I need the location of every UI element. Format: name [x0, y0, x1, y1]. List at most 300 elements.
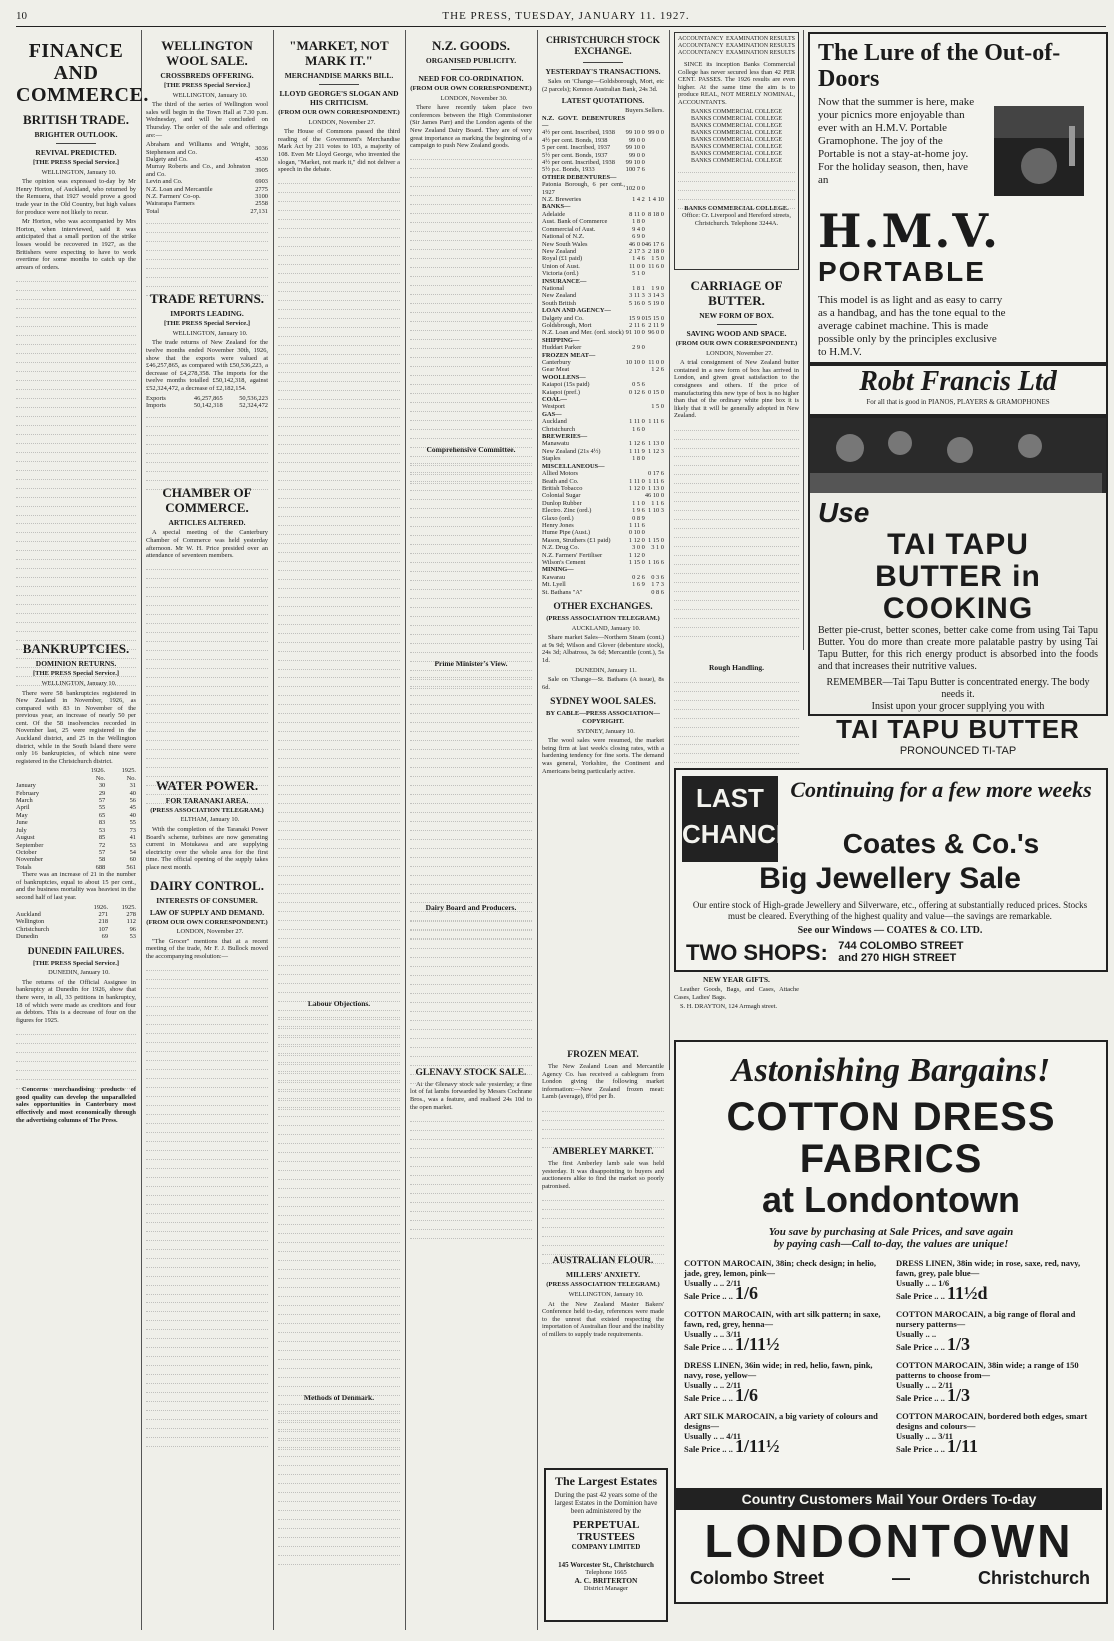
college-list: BANKS COMMERCIAL COLLEGE BANKS COMMERCIAL COLLEGE BANKS COMMERCIAL COLLEGE BANKS COMMERCIAL COLLEGE BANKS COMMERCIAL COLLEGE BANKS COMMERCIAL COLLEGE BANKS COMMERCIAL COLLEGE BANKS COMMERCIAL COLLEGE	[690, 108, 783, 164]
item-description: ART SILK MAROCAIN, a big variety of colours and designs—	[684, 1411, 878, 1431]
interests-subhead: INTERESTS OF CONSUMER.	[156, 895, 258, 905]
dateline: LONDON, November 30.	[440, 94, 508, 102]
sale-item	[896, 1411, 1098, 1454]
ad-text: Now that the summer is here, make your picnics more enjoyable than ever with an H.M.V. Portable Gramophone. The joy of the Portable is not a stay-at-home joy. For the holiday season, then, have an	[818, 96, 975, 186]
sale-item	[896, 1258, 1098, 1301]
article-paragraph: Share market Sales—Northern Steam (cont.) at 9s 9d; Wilson and Glover (debenture stock), 24s 3d; Albatross, 3s 6d; Mercantile (cont.), 5s 1d.	[542, 634, 664, 664]
table-row: 4½ per cent. Inscribed, 1938 99 10 0 99 0 0	[542, 129, 664, 137]
article-paragraph: "The Grocer" mentions that at a recent meeting of the trade, Mr F. J. Bullock moved the accompanying resolution:—	[146, 937, 268, 960]
table-section-row: BANKS—	[542, 203, 571, 211]
table-row: July 53 73	[16, 826, 136, 834]
table-row: Westport 1 5 0	[542, 403, 664, 411]
comprehensive-subhead: Comprehensive Committee.	[426, 444, 516, 454]
table-row: Colonial Sugar 46 10 0	[542, 492, 665, 500]
ad-text: During the past 42 years some of the largest Estates in the Dominion have been administered by the	[554, 1491, 658, 1515]
table-row: 5½ per cent. Bonds, 1937 99 0 0	[542, 151, 645, 159]
table-section-row: OTHER DEBENTURES—	[542, 173, 617, 181]
article-paragraph: The returns of the Official Assignee in bankruptcy at Dunedin for 1926, show that there were, in all, 33 petitions in bankruptcy, 18 of which were made as creditors and four as debtors. This is a decrease of four on the figures for 1925.	[16, 978, 136, 1024]
ad-manager-title: District Manager	[583, 1585, 629, 1592]
table-row: Gear Meat 1 2 6	[542, 366, 664, 374]
table-total-row: Totals 688 561	[16, 863, 136, 871]
brand-name-2: TAI TAPU BUTTER	[836, 714, 1080, 744]
dairy-control-heading: DAIRY CONTROL.	[150, 877, 264, 893]
header-rule	[16, 26, 1106, 27]
dateline: LONDON, November 27.	[308, 118, 376, 126]
buyers-col-header: Buyers.	[625, 107, 645, 115]
press-association-line: (PRESS ASSOCIATION TELEGRAM.)	[546, 615, 660, 622]
page-number: 10	[16, 10, 27, 22]
sale-item	[684, 1258, 886, 1301]
article-paragraph: There were 58 bankruptcies registered in New Zealand in November, 1926, as compared with 83 in November of the previous year, an increase of nearly 50 per cent. Of the 58 insolvencies recorded in November last, 25 were registered in the Auckland district, and 25 in the Wellington district, while in the South Island there were only 16 bankruptcies, of which nine were registered in the Christchurch district.	[16, 689, 136, 765]
table-row: Commercial of Aust. 9 4 0	[542, 225, 645, 233]
new-year-gifts-ad	[674, 972, 799, 1032]
ad-heading: Astonishing Bargains!	[731, 1052, 1051, 1089]
article-body-continued	[542, 1192, 664, 1252]
correspondent-line: (FROM OUR OWN CORRESPONDENT.)	[146, 918, 268, 926]
item-usual-price: Usually .. .. 4/11	[684, 1431, 741, 1441]
column-nzgoods	[410, 32, 532, 1632]
column-market	[278, 32, 400, 1632]
robt-francis-ad	[808, 364, 1108, 416]
gramophone-illustration	[984, 96, 1094, 206]
item-sale-price: Sale Price .. .. 11½d	[896, 1283, 988, 1303]
table-row: New Zealand 3 11 3 3 14 3	[542, 292, 664, 300]
brand-logo: Robt Francis Ltd	[859, 366, 1057, 397]
in-cooking-line: BUTTER in COOKING	[875, 560, 1041, 625]
correspondent-line: (FROM OUR OWN CORRESPONDENT.)	[278, 109, 400, 116]
special-service-line: [THE PRESS Special Service.]	[32, 670, 120, 678]
sellers-col-header: Sellers.	[645, 107, 664, 115]
article-paragraph: The New Zealand Loan and Mercantile Agency Co. has received a cablegram from London giving the following market information:—New Zealand frozen meat: Lamb (average), 8½d per lb.	[542, 1063, 664, 1101]
item-usual-price: Usually .. ..	[896, 1329, 937, 1339]
company-name: Coates & Co.'s	[842, 828, 1040, 859]
table-section-row: SHIPPING—	[542, 336, 580, 344]
table-row: N.Z. Farmers' Fertiliser 1 12 0	[542, 551, 645, 559]
table-row: April 55 45	[16, 804, 136, 812]
ad-heading: NEW YEAR GIFTS.	[703, 975, 770, 984]
table-row: National of N.Z. 6 9 0	[542, 233, 645, 241]
revival-subhead: REVIVAL PREDICTED.	[35, 148, 117, 157]
table-row: February 29 40	[16, 789, 136, 797]
article-paragraph: There was an increase of 21 in the number of bankruptcies, equal to about 15 per cent., and the business mortality was heaviest in the second half of last year.	[16, 871, 136, 901]
item-description: COTTON MAROCAIN, with art silk pattern; in saxe, fawn, red, grey, henna—	[684, 1309, 881, 1329]
table-section-row: INSURANCE—	[542, 277, 587, 285]
column-divider	[405, 30, 406, 1630]
item-description: COTTON MAROCAIN, bordered both edges, smart designs and colours—	[896, 1411, 1088, 1431]
item-usual-price: Usually .. .. 1/6	[896, 1278, 950, 1288]
dateline: WELLINGTON, January 10.	[172, 329, 248, 337]
pm-view-subhead: Prime Minister's View.	[434, 658, 508, 668]
table-row: May 65 40	[16, 811, 136, 819]
water-power-heading: WATER POWER.	[155, 777, 259, 793]
table-row: N.Z. Drug Co. 3 0 0 3 1 0	[542, 544, 664, 552]
special-service-line: [THE PRESS Special Service.]	[163, 82, 251, 89]
merchandise-subhead: MERCHANDISE MARKS BILL.	[284, 71, 394, 80]
item-sale-price: Sale Price .. .. 1/3	[896, 1334, 970, 1354]
table-row: 5½ p.c. Bonds, 1933 100 7 6	[542, 166, 645, 174]
table-row: New South Wales 46 0 0 46 17 6	[542, 240, 665, 248]
item-usual-price: Usually .. .. 3/11	[896, 1431, 953, 1441]
article-body-continued	[146, 562, 268, 772]
tai-tapu-ad	[808, 416, 1108, 757]
law-subhead: LAW OF SUPPLY AND DEMAND.	[149, 907, 265, 917]
table-row: Glaxo (ord.) 0 8 9	[542, 514, 645, 522]
table-section-row: N.Z. GOVT. DEBENTURES—	[542, 114, 626, 129]
table-row: Victoria (ord.) 5 1 0	[542, 270, 645, 278]
table-row: Murray Roberts and Co., and Johnston and Co. 3905	[146, 163, 268, 178]
table-row: Imports 50,142,318 52,324,472	[146, 401, 268, 409]
item-description: COTTON MAROCAIN, 38in wide; a range of 150 patterns to choose from—	[896, 1360, 1079, 1380]
article-paragraph: Sale on 'Change—St. Bathans (A issue), 8s 6d.	[542, 676, 664, 691]
frozen-meat-heading: FROZEN MEAT.	[567, 1050, 639, 1060]
column-stock-lower	[542, 1046, 664, 1466]
methods-denmark-subhead: Methods of Denmark.	[303, 1392, 375, 1402]
market-heading: "MARKET, NOT MARK IT."	[289, 38, 389, 68]
items-right	[896, 1258, 1098, 1462]
table-row: Hume Pipe (Aust.) 0 10 0	[542, 529, 645, 537]
item-sale-price: Sale Price .. .. 1/3	[896, 1385, 970, 1405]
remember-text: REMEMBER—Tai Tapu Butter is concentrated energy. The body needs it.	[826, 677, 1090, 700]
table-row: January 30 31	[16, 782, 136, 790]
table-row: Manawatu 1 12 6 1 13 0	[542, 440, 664, 448]
table-row: Canterbury 10 10 0 11 0 0	[542, 359, 664, 366]
article-body-continued	[278, 176, 400, 996]
coates-jewellery-ad	[674, 768, 1108, 972]
special-service-line: [THE PRESS Special Service.]	[163, 320, 251, 328]
wool-sale-heading: WELLINGTON WOOL SALE.	[161, 38, 253, 68]
ad-address: 145 Worcester St., Christchurch	[558, 1561, 654, 1569]
table-row: New Zealand 2 17 3 2 18 0	[542, 247, 664, 255]
ad-name: S. H. DRAYTON, 124 Armagh street.	[680, 1003, 778, 1011]
article-body-continued	[16, 1026, 136, 1086]
table-row: Wairarapa Farmers 2558	[146, 200, 268, 208]
article-paragraph: The House of Commons passed the third reading of the Government's Merchandise Mark Act by 211 votes to 103, a majority of 108. Even Mr Lloyd George, who invented the slogan, "Market, not mark it," did not deliver a speech in the debate.	[278, 128, 400, 174]
table-row: Wilson's Cement 1 15 0 1 16 6	[542, 558, 664, 566]
finance-title: FINANCE AND COMMERCE.	[16, 40, 149, 106]
article-body-continued	[146, 962, 268, 1382]
table-row: 5 per cent. Inscribed, 1937 99 10 0	[542, 144, 645, 152]
pronunciation: PRONOUNCED TI-TAP	[899, 745, 1017, 757]
australian-flour-heading: AUSTRALIAN FLOUR.	[552, 1256, 654, 1267]
shop-addresses: TWO SHOPS: 744 COLOMBO STREET and 270 HIGH STREET	[686, 940, 964, 965]
table-section-row: WOOLLENS—	[542, 373, 586, 381]
table-row: Mason, Struthers (£1 paid) 1 12 0 1 15 0	[542, 536, 664, 544]
item-usual-price: Usually .. .. 2/11	[896, 1380, 953, 1390]
british-trade-heading: BRITISH TRADE.	[23, 112, 129, 127]
organised-publicity-subhead: ORGANISED PUBLICITY.	[425, 56, 517, 65]
transactions-subhead: YESTERDAY'S TRANSACTIONS.	[545, 67, 661, 76]
article-paragraph: The trade returns of New Zealand for the twelve months ended November 30th, 1926, show that the exports were valued at £46,257,865, as compared with £50,536,223, a decrease of £4,278,358. The imports for the twelve months totalled £50,142,318, against £52,324,472, a decrease of £2,182,154.	[146, 339, 268, 392]
table-row: 4½ per cent. Inscribed, 1938 99 10 0	[542, 159, 645, 167]
article-paragraph: There have recently taken place two conferences between the High Commissioner (Sir James Parr) and the London agents of the New Zealand Dairy Board. They are of very great importance as marking the beginning of a campaign to push New Zealand goods.	[410, 104, 532, 150]
column-divider	[537, 30, 538, 1630]
table-row: New Zealand (21s 4½) 1 11 9 1 12 3	[542, 447, 664, 455]
item-sale-price: Sale Price .. .. 1/11½	[684, 1436, 780, 1456]
table-header-row: No. No.	[95, 774, 136, 782]
table-row: October 57 54	[16, 848, 136, 856]
dominion-returns-subhead: DOMINION RETURNS.	[35, 659, 117, 669]
hmv-portable-ad	[808, 32, 1108, 364]
table-row: Christchurch 107 96	[16, 925, 136, 933]
column-finance	[16, 32, 149, 1632]
table-row: Dunedin 69 53	[16, 933, 136, 941]
table-row: Dalgety and Co. 4530	[146, 155, 268, 163]
cable-line: BY CABLE—PRESS ASSOCIATION—COPYRIGHT.	[546, 710, 660, 725]
rough-handling-subhead: Rough Handling.	[708, 663, 765, 672]
ad-heading: Continuing for a few more weeks	[790, 777, 1092, 802]
article-body-continued	[542, 1103, 664, 1143]
article-body-continued	[410, 914, 532, 1064]
article-paragraph: At the New Zealand Master Bakers' Conference held to-day, references were made to the unrest that existed respecting the importation of Australian flour and the inability of millers to supply trade requirements.	[542, 1300, 664, 1338]
column-divider	[273, 30, 274, 1630]
bankruptcies-heading: BANKRUPTCIES.	[22, 641, 130, 657]
table-row: Levin and Co. 6903	[146, 178, 268, 186]
quotations-table	[542, 107, 664, 596]
item-description: COTTON MAROCAIN, 38in; check design; in helio, jade, grey, lemon, pink—	[684, 1258, 877, 1278]
article-paragraph: The first Amberley lamb sale was held yesterday. It was disappointing to buyers and auctioneers alike to find the market so poorly patronised.	[542, 1159, 664, 1190]
items-left	[684, 1258, 886, 1462]
glenavy-heading: GLENAVY STOCK SALE.	[415, 1067, 527, 1078]
table-header-row: 1926. 1925.	[93, 903, 136, 911]
dateline: DUNEDIN, January 10.	[48, 969, 110, 977]
column-divider	[803, 30, 804, 650]
item-usual-price: Usually .. .. 2/11	[684, 1278, 741, 1288]
table-row: Staples 1 8 0	[542, 455, 645, 463]
table-row: N.Z. Loan and Mer. (ord. stock) 91 10 0 96 0 0	[542, 329, 664, 337]
dateline: LONDON, November 27.	[706, 349, 773, 357]
article-body-continued	[410, 456, 532, 656]
ad-text: Our entire stock of High-grade Jewellery and Silverware, etc., offering at substantially reduced prices. Stocks must be cleared. Everything of the highest quality and value—the savings are remarkable.	[692, 900, 1088, 921]
ad-company-sub: COMPANY LIMITED	[571, 1543, 641, 1551]
item-usual-price: Usually .. .. 2/11	[684, 1380, 741, 1390]
table-row: Auckland 271 278	[16, 910, 136, 918]
dateline: WELLINGTON, January 10.	[41, 679, 117, 687]
table-row: August 85 41	[16, 834, 136, 842]
table-row: Kawarau 0 2 6 0 3 6	[542, 573, 664, 581]
table-row: National 1 8 1 1 9 0	[542, 284, 664, 292]
accountancy-ad: ACCOUNTANCY ACCOUNTANCY ACCOUNTANCY EXAMINATION RESULTS EXAMINATION RESULTS EXAMINATION RESULTS SINCE its inception Banks Commercial College has never secured less than 42 PER CENT. PASSES. The 1926 results are even higher. At the same time the aim is to produce REAL, NOT MERELY NOMINAL, ACCOUNTANTS. BANKS COMMERCIAL COLLEGE BANKS COMMERCIAL COLLEGE BANKS COMMERCIAL COLLEGE BANKS COMMERCIAL COLLEGE BANKS COMMERCIAL COLLEGE BANKS COMMERCIAL COLLEGE BANKS COMMERCIAL COLLEGE BANKS COMMERCIAL COLLEGE BANKS COMMERCIAL COLLEGE. Office: Cr. Liverpool and Hereford streets, Christchurch. Telephone 3244A.	[674, 32, 799, 270]
articles-altered-subhead: ARTICLES ALTERED.	[168, 518, 246, 528]
table-section-row: MINING—	[542, 566, 574, 574]
crossbreds-subhead: CROSSBREDS OFFERING.	[160, 71, 254, 80]
table-row: Aust. Bank of Commerce 1 8 0	[542, 218, 645, 226]
sale-title: Big Jewellery Sale	[759, 862, 1021, 895]
table-row: Henry Jones 1 11 6	[542, 521, 645, 529]
dateline: WELLINGTON, January 10.	[172, 91, 248, 99]
sale-item	[684, 1360, 886, 1403]
amberley-heading: AMBERLEY MARKET.	[552, 1146, 654, 1157]
brighter-outlook-subhead: BRIGHTER OUTLOOK.	[34, 130, 118, 139]
ad-manager: A. C. BRITERTON	[574, 1576, 638, 1585]
special-service-line: [THE PRESS Special Service.]	[32, 959, 120, 967]
ad-text: SINCE its inception Banks Commercial College has never secured less than 42 PER CENT. PASSES. The 1926 results are even higher. At the same time the aim is to produce REAL, NOT MERELY NOMINAL, ACCOUNTANTS.	[678, 61, 795, 106]
latest-quotations-subhead: LATEST QUOTATIONS.	[561, 96, 645, 106]
dateline: ELTHAM, January 10.	[180, 816, 240, 824]
page-header	[16, 10, 1106, 24]
table-section-row: BREWERIES—	[542, 433, 588, 441]
article-body-continued	[674, 422, 799, 612]
article-body-continued	[146, 409, 268, 479]
portable-label: PORTABLE	[818, 256, 986, 287]
perpetual-trustees-ad	[544, 1468, 668, 1622]
table-row: 4½ per cent. Bonds, 1938 99 0 0	[542, 136, 645, 144]
article-paragraph: The opinion was expressed to-day by Mr Henry Horton, of Auckland, who returned by the Remuera, that 1927 would prove a good trade year in the Old Country, but high values for produce were not likely to recur.	[16, 178, 136, 216]
ad-text: Better pie-crust, better scones, better cake come from using Tai Tapu Butter. You do more than create more palatable pastry by using Tai Tapu Butter, for this rich energy product is absorbed into the foods and that increases their nutritive values.	[818, 625, 1098, 672]
table-row: Kaiapoi (pref.) 0 12 6 0 15 0	[542, 388, 664, 396]
coordination-subhead: NEED FOR CO-ORDINATION.	[418, 74, 524, 83]
item-sale-price: Sale Price .. .. 1/6	[684, 1385, 758, 1405]
dateline: WELLINGTON, January 10.	[568, 1290, 644, 1298]
table-row: Mt. Lyell 1 6 9 1 7 3	[542, 581, 664, 589]
article-body-continued	[278, 1404, 400, 1544]
correspondent-line: (FROM OUR OWN CORRESPONDENT.)	[675, 340, 798, 347]
millers-anxiety-subhead: MILLERS' ANXIETY.	[566, 1270, 640, 1280]
table-row: Auckland 1 11 0 1 11 6	[542, 418, 664, 426]
sale-item	[684, 1411, 886, 1454]
table-row: Union of Aust. 11 0 0 11 6 0	[542, 262, 664, 270]
table-row: N.Z. Farmers' Co-op. 3100	[146, 193, 268, 200]
article-body-continued	[278, 1010, 400, 1390]
see-windows: See our Windows — COATES & CO. LTD.	[797, 925, 983, 936]
table-row: Huddart Parker 2 9 0	[542, 344, 645, 352]
dateline: LONDON, November 27.	[176, 928, 244, 936]
sydney-wool-heading: SYDNEY WOOL SALES.	[550, 697, 656, 708]
item-sale-price: Sale Price .. .. 1/11½	[684, 1334, 780, 1354]
chamber-heading: CHAMBER OF COMMERCE.	[162, 485, 252, 516]
dateline: WELLINGTON, January 10.	[41, 168, 117, 176]
imports-leading-subhead: IMPORTS LEADING.	[170, 309, 244, 319]
article-body-continued	[410, 670, 532, 900]
press-association-line: (PRESS ASSOCIATION TELEGRAM.)	[546, 1281, 660, 1289]
table-row: St. Bathans "A" 0 8 6	[542, 588, 664, 596]
at-londontown: at Londontown	[762, 1179, 1020, 1220]
last-chance-badge: LAST CHANCE	[682, 776, 778, 862]
sale-item	[896, 1360, 1098, 1403]
ad-footer: BANKS COMMERCIAL COLLEGE.	[684, 204, 789, 212]
article-body-continued	[410, 152, 532, 442]
taranaki-subhead: FOR TARANAKI AREA.	[165, 795, 249, 805]
dairy-board-subhead: Dairy Board and Producers.	[425, 902, 517, 912]
brand-name: TAI TAPU	[887, 528, 1029, 561]
item-sale-price: Sale Price .. .. 1/11	[896, 1436, 978, 1456]
table-section-row: GAS—	[542, 410, 562, 418]
article-paragraph: With the completion of the Taranaki Power Board's scheme, turbines are now generating current in Motukawa and are supplying electricity over the whole area for the first time. The official opening of the supply takes place next month.	[146, 825, 268, 871]
press-association-line: (PRESS ASSOCIATION TELEGRAM.)	[150, 806, 264, 814]
butter-heading: CARRIAGE OF BUTTER.	[690, 278, 783, 308]
cotton-heading: COTTON DRESS FABRICS	[726, 1095, 1056, 1181]
bankruptcy-table	[16, 767, 136, 871]
item-description: DRESS LINEN, 36in wide; in red, helio, fawn, pink, navy, rose, yellow—	[684, 1360, 873, 1380]
special-service-line: [THE PRESS Special Service.]	[32, 159, 120, 166]
other-exchanges-heading: OTHER EXCHANGES.	[553, 602, 653, 612]
table-row: March 57 56	[16, 797, 136, 805]
labour-objections-subhead: Labour Objections.	[307, 998, 371, 1008]
dateline: SYDNEY, January 10.	[577, 727, 635, 735]
ad-heading: The Lure of the Out-of-Doors	[818, 40, 1061, 92]
article-paragraph: A trial consignment of New Zealand butter contained in a new form of box has arrived in London, and given great satisfaction to the consignees and others. If the price of manufacturing this new type of box is no higher than that of the ordinary white pine box it is likely that it will be generally adopted in New Zealand.	[674, 359, 799, 420]
article-paragraph: The third of the series of Wellington wool sales will begin in the Town Hall at 7.30 p.m. Wednesday, and will be concluded on Thursday. The order of the sale and offerings are:—	[146, 101, 268, 139]
wool-broker-table	[146, 141, 268, 215]
sale-item	[896, 1309, 1098, 1352]
table-row: September 72 53	[16, 841, 136, 849]
column-butter	[674, 32, 799, 652]
table-row: Christchurch 1 6 0	[542, 425, 645, 433]
masthead: THE PRESS, TUESDAY, JANUARY 11. 1927.	[442, 10, 690, 22]
table-row: Beath and Co. 1 11 0 1 11 6	[542, 477, 664, 485]
dunedin-failures-heading: DUNEDIN FAILURES.	[27, 946, 125, 957]
items-grid	[676, 1250, 1106, 1462]
sale-item	[684, 1309, 886, 1352]
table-row: Kaiapoi (15s paid) 0 5 6	[542, 381, 645, 389]
district-bankruptcy-table	[16, 904, 136, 941]
lloyd-george-subhead: LLOYD GEORGE'S SLOGAN AND HIS CRITICISM.	[279, 89, 399, 107]
table-row: Patonia Borough, 6 per cent., 1927 102 0 0	[542, 181, 645, 196]
hmv-logo-text: H.M.V.	[818, 204, 1001, 258]
article-paragraph: A special meeting of the Canterbury Chamber of Commerce was held yesterday afternoon. Mr W. H. Price presided over an attendance of seventeen members.	[146, 529, 268, 560]
item-sale-price: Sale Price .. .. 1/6	[684, 1283, 758, 1303]
brand-tagline: For all that is good in PIANOS, PLAYERS & GRAMOPHONES	[866, 398, 1050, 406]
article-paragraph: Mr Horton, who was accompanied by Mrs Horton, when interviewed, said it was anticipated that a small portion of the strike losses would be recovered in 1927, as the Britishers were expecting to have to work overtime for some months to catch up the arrears of orders.	[16, 218, 136, 271]
ad-company: PERPETUAL TRUSTEES	[572, 1519, 640, 1543]
table-section-row: COAL—	[542, 396, 567, 404]
stock-exchange-heading: CHRISTCHURCH STOCK EXCHANGE.	[545, 36, 661, 57]
table-row: Dunlop Rubber 1 1 0 1 1 6	[542, 499, 664, 507]
table-row: Goldsbrough, Mort 2 11 6 2 11 9	[542, 321, 664, 329]
table-section-row: MISCELLANEOUS—	[542, 462, 605, 470]
column-stock	[542, 32, 664, 1072]
use-label: Use	[818, 497, 870, 528]
tagline: by paying cash—Call to-day, the values are unique!	[773, 1238, 1009, 1250]
item-description: DRESS LINEN, 38in wide; in rose, saxe, red, navy, fawn, grey, pale blue—	[896, 1258, 1081, 1278]
column-divider	[141, 30, 142, 1630]
table-row: Wellington 218 112	[16, 918, 136, 926]
kitchen-illustration	[810, 418, 1106, 493]
column-divider	[669, 30, 670, 1070]
column-wool	[146, 32, 268, 1632]
item-usual-price: Usually .. .. 3/11	[684, 1329, 741, 1339]
table-header-row: 1926. 1925.	[90, 767, 136, 775]
address-line: Colombo Street — Christchurch	[690, 1568, 1090, 1588]
article-body-continued	[16, 273, 136, 633]
insist-text: Insist upon your grocer supplying you with	[871, 701, 1045, 712]
ad-telephone: Telephone 1665	[585, 1569, 627, 1576]
correspondent-line: (FROM OUR OWN CORRESPONDENT.)	[410, 85, 532, 92]
saving-subhead: SAVING WOOD AND SPACE.	[686, 329, 787, 338]
table-row: November 58 60	[16, 856, 136, 864]
country-banner: Country Customers Mail Your Orders To-day	[676, 1488, 1102, 1510]
table-row: Allied Motors 0 17 6	[542, 470, 664, 478]
table-row: Adelaide 8 11 0 8 18 0	[542, 210, 664, 218]
sales-paragraph: Sales on 'Change—Goldsborough, Mort, etc (2 parcels); Kennon Australian Bank, 24s 3d.	[542, 78, 664, 93]
article-body-continued	[146, 215, 268, 285]
table-row: Exports 46,257,865 50,536,223	[146, 394, 268, 402]
article-paragraph: The wool sales were resumed, the market being firm at last week's closing rates, with a hardening tendency for fine sorts. The demand was general, Yorkshire, the Continent and Americans being particularly active.	[542, 737, 664, 775]
article-body-continued	[674, 674, 799, 764]
table-row: N.Z. Breweries 1 4 2 1 4 10	[542, 196, 664, 204]
trade-table	[146, 395, 268, 410]
ad-text: Leather Goods, Bags, and Cases, Attache Cases, Ladies' Bags.	[674, 986, 799, 1001]
londontown-ad	[674, 1040, 1108, 1604]
table-row: June 83 55	[16, 819, 136, 827]
table-row: N.Z. Loan and Mercantile 2775	[146, 185, 268, 193]
article-paragraph: At the Glenavy stock sale yesterday, a fine lot of fat lambs forwarded by Messrs Cochrane Bros., was a feature, and realised 24s 10d to the open market.	[410, 1080, 532, 1111]
londontown-logo: LONDONTOWN	[704, 1515, 1074, 1567]
table-row: Abraham and Williams and Wright, Stephenson and Co. 3036	[146, 141, 268, 156]
ad-heading: The Largest Estates	[555, 1474, 657, 1488]
table-total-row: Total 27,131	[146, 207, 268, 215]
item-description: COTTON MAROCAIN, a big range of floral and nursery patterns—	[896, 1309, 1076, 1329]
dateline: DUNEDIN, January 11.	[575, 666, 637, 674]
